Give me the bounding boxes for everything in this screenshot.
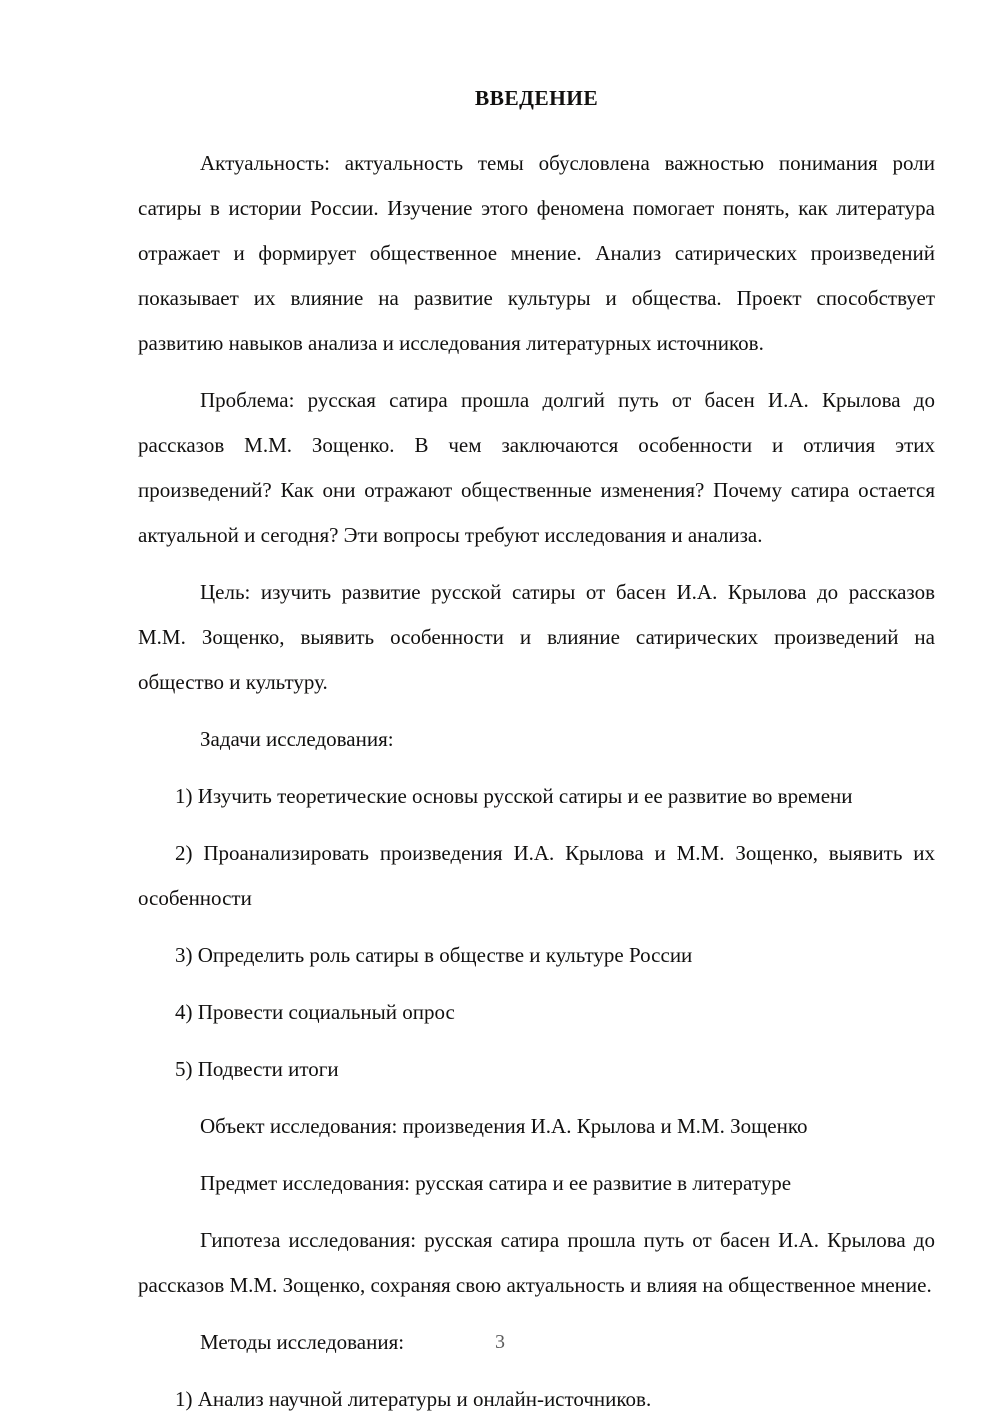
paragraph-relevance: Актуальность: актуальность темы обусловлена важностью понимания роли сатиры в истории России. Изучение этого феномена помогает понять, как литература отражает и формирует общественное мнение. Анализ сатирических произведений показывает их влияние на развитие культуры и общества. Проект способствует развитию навыков анализа и исследования литературных источников. bbox=[138, 150, 935, 355]
paragraph-goal: Цель: изучить развитие русской сатиры от басен И.А. Крылова до рассказов М.М. Зощенко, выявить особенности и влияние сатирических произведений на общество и культуру. bbox=[138, 579, 935, 694]
research-object-line: Объект исследования: произведения И.А. Крылова и М.М. Зощенко bbox=[200, 1113, 808, 1138]
research-subject-line: Предмет исследования: русская сатира и ее развитие в литературе bbox=[200, 1170, 792, 1195]
task-item-1: 1) Изучить теоретические основы русской сатиры и ее развитие во времени bbox=[175, 783, 853, 808]
tasks-label: Задачи исследования: bbox=[200, 726, 394, 751]
task-item-5: 5) Подвести итоги bbox=[175, 1056, 339, 1081]
task-item-3: 3) Определить роль сатиры в обществе и культуре России bbox=[175, 942, 693, 967]
paragraph-problem: Проблема: русская сатира прошла долгий путь от басен И.А. Крылова до рассказов М.М. Зощенко. В чем заключаются особенности и отличия этих произведений? Как они отражают общественные изменения? Почему сатира остается актуальной и сегодня? Эти вопросы требуют исследования и анализа. bbox=[138, 387, 935, 547]
method-item-1: 1) Анализ научной литературы и онлайн-источников. bbox=[175, 1386, 652, 1411]
document-body bbox=[138, 86, 935, 1414]
task-item-4: 4) Провести социальный опрос bbox=[175, 999, 455, 1024]
page-title: ВВЕДЕНИЕ bbox=[474, 86, 599, 110]
task-item-2: 2) Проанализировать произведения И.А. Крылова и М.М. Зощенко, выявить их особенности bbox=[138, 840, 935, 910]
page-number: 3 bbox=[495, 1331, 505, 1353]
paragraph-hypothesis: Гипотеза исследования: русская сатира прошла путь от басен И.А. Крылова до рассказов М.М. Зощенко, сохраняя свою актуальность и влияя на общественное мнение. bbox=[138, 1227, 935, 1297]
methods-label: Методы исследования: bbox=[200, 1329, 405, 1354]
